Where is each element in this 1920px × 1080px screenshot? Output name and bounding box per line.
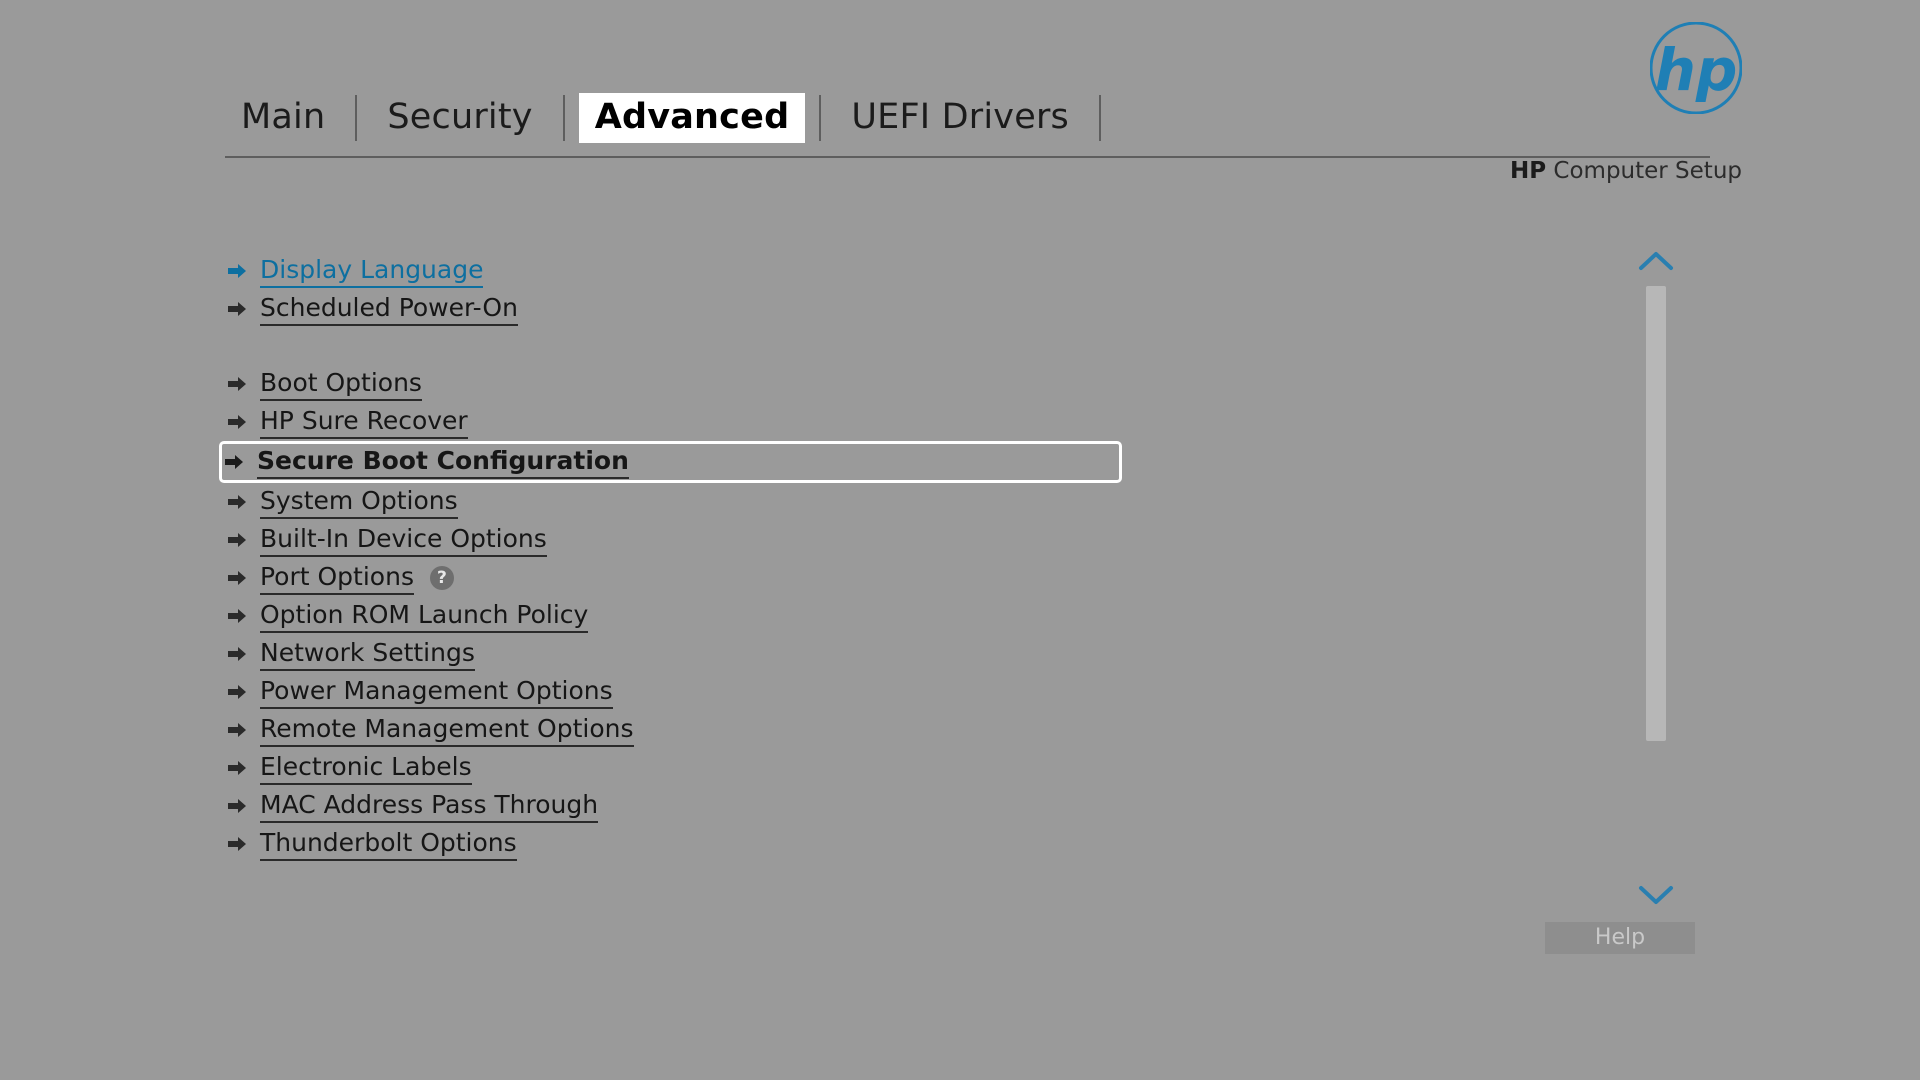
menu-item-hp-sure-recover[interactable] [222,403,1122,441]
menu-item-remote-management-options[interactable] [222,711,1122,749]
arrow-right-icon [226,795,248,817]
menu-item-display-language[interactable] [222,252,1122,290]
menu-item-thunderbolt-options[interactable] [222,825,1122,863]
arrow-right-icon [226,719,248,741]
arrow-right-icon [226,643,248,665]
chevron-up-icon[interactable] [1638,248,1674,274]
menu-item-scheduled-power-on[interactable] [222,290,1122,328]
tab-security[interactable]: Security [387,97,533,137]
arrow-right-icon [226,681,248,703]
svg-text:hp: hp [1654,36,1738,104]
arrow-right-icon [226,757,248,779]
arrow-right-icon [226,833,248,855]
tab-main[interactable]: Main [241,97,326,137]
menu-item-label: Port Options [260,562,414,595]
arrow-right-icon [226,529,248,551]
menu-item-label: Thunderbolt Options [260,828,517,861]
tab-uefi-drivers[interactable]: UEFI Drivers [851,97,1069,137]
product-caption-brand: HP [1509,158,1547,184]
menu-item-option-rom-launch-policy[interactable] [222,597,1122,635]
arrow-right-icon [226,298,248,320]
menu-item-label: Display Language [260,255,483,288]
menu-item-electronic-labels[interactable] [222,749,1122,787]
menu-item-port-options[interactable] [222,559,1122,597]
menu-item-label: System Options [260,486,458,519]
tab-divider [1099,95,1101,141]
menu-item-system-options[interactable] [222,483,1122,521]
help-question-icon[interactable]: ? [430,566,454,590]
scrollbar-thumb[interactable] [1646,286,1666,741]
menu-item-label: Remote Management Options [260,714,634,747]
menu-item-built-in-device-options[interactable] [222,521,1122,559]
tab-advanced[interactable]: Advanced [579,93,806,143]
arrow-right-icon [226,411,248,433]
arrow-right-icon [226,491,248,513]
product-caption-text: Computer Setup [1546,158,1742,184]
arrow-right-icon [226,260,248,282]
chevron-down-icon[interactable] [1638,882,1674,908]
menu-item-label: Power Management Options [260,676,613,709]
menu-item-label: Electronic Labels [260,752,472,785]
menu-item-label: Scheduled Power-On [260,293,518,326]
menu-item-power-management-options[interactable] [222,673,1122,711]
product-caption [1510,158,1742,184]
menu-item-label: Boot Options [260,368,422,401]
advanced-menu-list [222,252,1122,863]
menu-item-secure-boot-configuration[interactable] [219,441,1122,483]
menu-item-label: MAC Address Pass Through [260,790,598,823]
menu-item-boot-options[interactable] [222,365,1122,403]
tab-divider [819,95,821,141]
menu-item-label: Option ROM Launch Policy [260,600,588,633]
arrow-right-icon [223,451,245,473]
menu-item-mac-address-pass-through[interactable] [222,787,1122,825]
menu-item-label: Network Settings [260,638,475,671]
vertical-scrollbar[interactable] [1638,248,1674,908]
arrow-right-icon [226,373,248,395]
menu-item-label: Secure Boot Configuration [257,446,629,479]
menu-item-network-settings[interactable] [222,635,1122,673]
help-button[interactable]: Help [1545,922,1695,954]
arrow-right-icon [226,567,248,589]
tab-divider [563,95,565,141]
main-tabbar [225,80,1710,158]
menu-item-label: HP Sure Recover [260,406,468,439]
arrow-right-icon [226,605,248,627]
tab-divider [355,95,357,141]
menu-item-label: Built-In Device Options [260,524,547,557]
